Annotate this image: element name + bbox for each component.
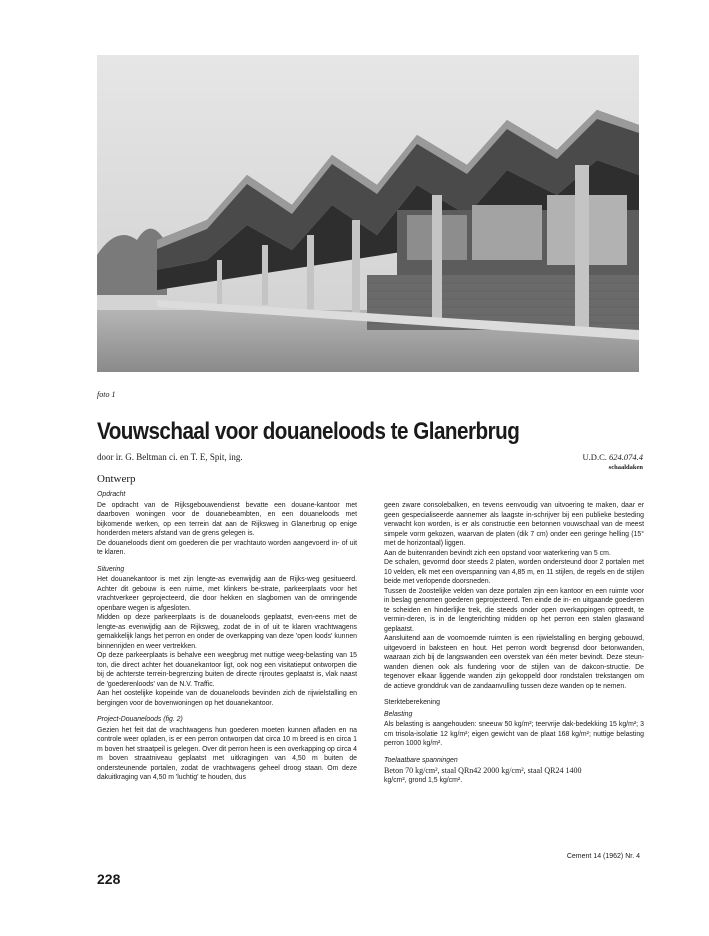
subheading-opdracht: Opdracht bbox=[97, 491, 126, 498]
left-column bbox=[97, 490, 357, 783]
paragraph: De opdracht van de Rijksgebouwendienst bevatte een douane-kantoor met daarboven woningen voor de douanebeambten, en een douaneloods met bijkomende werken, op een terrein dat aan de Rijksweg in Glanerbrug op enige honderden meters afstand van de grens gelegen is. bbox=[97, 501, 357, 537]
subheading-spanningen: Toelaatbare spanningen bbox=[384, 756, 458, 764]
paragraph: Aansluitend aan de voornoemde ruimten is een rijwielstalling en berging gebouwd, uitgevoerd in baksteen en hout. Het perron wordt begrensd door betonwanden, waaraan zich bij de langswanden een overstek van één meter bevindt. Deze steun-wanden dienen ook als fundering voor de stijlen van de dakcon-structie. De tegenover elkaar liggende wanden zijn gekoppeld door rondstalen trekstangen om de actieve gronddruk van de zandaanvulling tussen deze wanden op te nemen. bbox=[384, 635, 644, 690]
photo-caption: foto 1 bbox=[97, 390, 116, 399]
paragraph: kg/cm², grond 1,5 kg/cm². bbox=[384, 776, 463, 784]
paragraph: De schalen, gevormd door steeds 2 platen, worden ondersteund door 2 portalen met 10 velden, elk met een overspanning van 4,85 m, en 11 stijlen, de regels en de stijlen beide met verlopende doorsneden. bbox=[384, 559, 644, 585]
page-number: 228 bbox=[97, 871, 121, 887]
paragraph: Beton 70 kg/cm², staal QRn42 2000 kg/cm², staal QR24 1400 bbox=[384, 766, 582, 775]
paragraph: Op deze parkeerplaats is behalve een weegbrug met nuttige weeg-belasting van 15 ton, die direct achter het douanekantoor ligt, ook nog een visitatieput ontworpen die bij de achterste terrein-begrenzing buiten de directe rijroutes geplaatst is, vlak naast de 'goederenloods' van de N.V. Traffic. bbox=[97, 652, 357, 688]
paragraph: Als belasting is aangehouden: sneeuw 50 kg/m²; teervrije dak-bedekking 15 kg/m²; 3 cm trisola-isolatie 12 kg/m²; eigen gewicht van de plaat 168 kg/m²; nuttige belasting perron 1000 kg/m². bbox=[384, 721, 644, 747]
paragraph: Aan de buitenranden bevindt zich een opstand voor waterkering van 5 cm. bbox=[384, 549, 611, 557]
paragraph: Het douanekantoor is met zijn lengte-as evenwijdig aan de Rijks-weg gesitueerd. Achter dit gebouw is een ruime, met klinkers be-strate, parkeerplaats voor het vrachtverkeer geprojecteerd, die door hekken en slagbomen van de omringende openbare wegen is afgesloten. bbox=[97, 576, 357, 612]
section-heading: Ontwerp bbox=[97, 473, 136, 485]
paragraph: geen zware consolebalken, en tevens eenvoudig van uitvoering te maken, daar er geen gespecialiseerde aannemer als laagste in-schrijver bij een publieke besteding verwacht kon worden, is er als constructie een betonnen vouwschaal van de meest simpele vorm gekozen, waarvan de platen (dik 7 cm) onder een geringe helling (15° met de horizontaal) liggen. bbox=[384, 502, 644, 547]
subheading-project: Project-Douaneloods (fig. 2) bbox=[97, 716, 183, 723]
paragraph: Aan het oostelijke kopeinde van de douaneloods bevinden zich de rijwielstalling en bergingen voor de bovenwoningen op het douanekantoor. bbox=[97, 690, 357, 707]
douaneloods-photo-illustration bbox=[97, 55, 639, 372]
paragraph: Midden op deze parkeerplaats is de douaneloods geplaatst, even-eens met de lengte-as evenwijdig aan de Rijksweg, zodat de in of uit te klaren vrachtwagens gemakkelijk langs het perron en onder de overkapping van deze 'open loods' kunnen binnenrijden en weer vertrekken. bbox=[97, 614, 357, 650]
udc-code: 624.074.4 bbox=[609, 452, 643, 462]
udc-classification bbox=[570, 452, 643, 462]
subheading-situering: Situering bbox=[97, 565, 125, 573]
udc-label: U.D.C. bbox=[582, 452, 607, 462]
paragraph: Tussen de 2oostelijke velden van deze portalen zijn een kantoor en een ruimte voor in beslag genomen goederen geprojecteerd. Ten einde de in- en uitgaande goederen te scheiden en hinderlijke trek, die steeds onder open overkappingen optreedt, te vermin-deren, is in de lengterichting midden op het perron een stalen glaswand geplaatst. bbox=[384, 587, 644, 633]
right-column bbox=[384, 501, 644, 785]
article-title: Vouwschaal voor douaneloods te Glanerbrug bbox=[97, 418, 520, 445]
heading-sterkteberekening: Sterkteberekening bbox=[384, 699, 440, 706]
paragraph: Gezien het feit dat de vrachtwagens hun goederen moeten kunnen afladen en na controle weer opladen, is er een perron ontworpen dat circa 10 m breed is en circa 1 m boven het straatpeil is gelegen. Over dit perron heen is een overkapping op circa 4 m boven straatniveau geplaatst met uitkragingen van 4,50 m buiten de ondersteunende portalen, zodat de vrachtwagens geheel droog staan. Om deze dakuitkraging van 4,50 m 'luchtig' te houden, dus bbox=[97, 726, 357, 781]
subheading-belasting: Belasting bbox=[384, 710, 413, 718]
journal-reference: Cement 14 (1962) Nr. 4 bbox=[566, 853, 640, 860]
building-photo bbox=[97, 55, 639, 372]
article-authors: door ir. G. Beltman ci. en T. E, Spit, ing. bbox=[97, 452, 243, 462]
subject-tag: schaaldaken bbox=[608, 464, 643, 471]
paragraph: De douaneloods dient om goederen die per vrachtauto worden aangevoerd in- of uit te klaren. bbox=[97, 539, 357, 556]
